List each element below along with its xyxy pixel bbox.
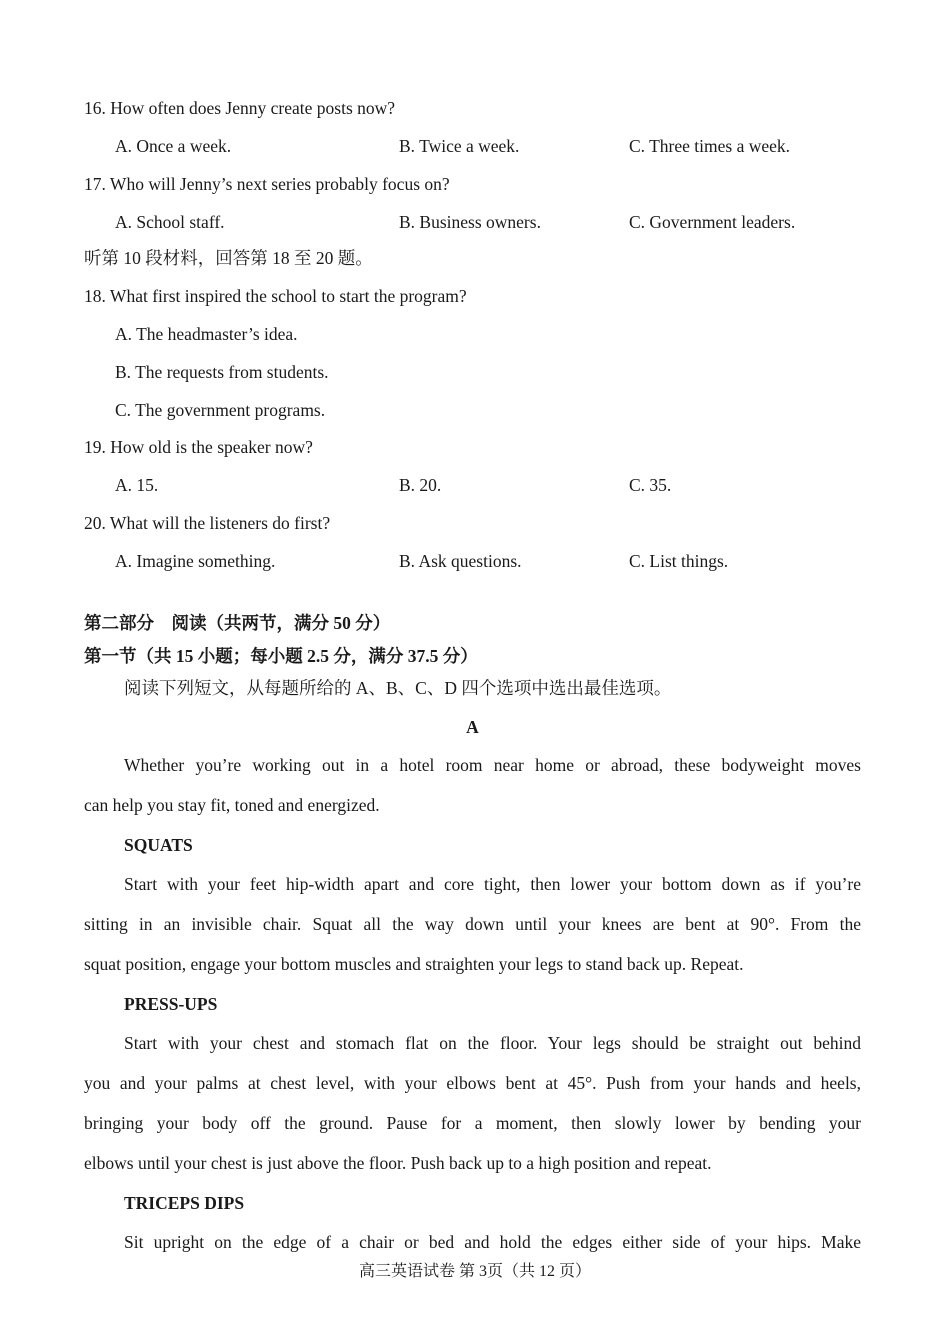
q18-option-a: A. The headmaster’s idea. <box>115 324 298 344</box>
reading-instruction: 阅读下列短文，从每题所给的 A、B、C、D 四个选项中选出最佳选项。 <box>124 678 672 698</box>
squats-line-3: squat position, engage your bottom muscles and straighten your legs to stand back up. Repeat. <box>84 954 744 974</box>
intro-line-2: can help you stay fit, toned and energized. <box>84 795 380 815</box>
pressups-line-3: bringing your body off the ground. Pause for a moment, then slowly lower by bending your <box>84 1113 861 1133</box>
pressups-line-2: you and your palms at chest level, with your elbows bent at 45°. Push from your hands and heels, <box>84 1073 861 1093</box>
instruction-passage-10: 听第 10 段材料，回答第 18 至 20 题。 <box>84 248 373 268</box>
intro-line-1: Whether you’re working out in a hotel room near home or abroad, these bodyweight moves <box>124 755 861 775</box>
q19-option-c: C. 35. <box>629 475 672 495</box>
q18-option-c: C. The government programs. <box>115 400 326 420</box>
pressups-heading: PRESS-UPS <box>124 994 218 1014</box>
q20-option-a: A. Imagine something. <box>115 551 276 571</box>
part-two-heading: 第二部分 阅读（共两节，满分 50 分） <box>84 613 391 633</box>
triceps-line-1: Sit upright on the edge of a chair or bed and hold the edges either side of your hips. Make <box>124 1232 861 1252</box>
question-20: 20. What will the listeners do first? <box>84 513 331 533</box>
q20-option-c: C. List things. <box>629 551 729 571</box>
question-16: 16. How often does Jenny create posts now? <box>84 98 396 118</box>
triceps-heading: TRICEPS DIPS <box>124 1193 245 1213</box>
q17-option-c: C. Government leaders. <box>629 212 796 232</box>
q19-option-a: A. 15. <box>115 475 159 495</box>
q17-option-a: A. School staff. <box>115 212 225 232</box>
passage-label: A <box>466 717 479 737</box>
question-18: 18. What first inspired the school to start the program? <box>84 286 467 306</box>
question-19: 19. How old is the speaker now? <box>84 437 313 457</box>
q16-option-a: A. Once a week. <box>115 136 232 156</box>
page-footer: 高三英语试卷 第 3页（共 12 页） <box>358 1263 591 1280</box>
q16-option-c: C. Three times a week. <box>629 136 791 156</box>
pressups-line-1: Start with your chest and stomach flat on the floor. Your legs should be straight out behind <box>124 1033 861 1053</box>
question-17: 17. Who will Jenny’s next series probably focus on? <box>84 174 450 194</box>
q19-option-b: B. 20. <box>399 475 442 495</box>
section-one-heading: 第一节（共 15 小题；每小题 2.5 分，满分 37.5 分） <box>84 646 478 666</box>
pressups-line-4: elbows until your chest is just above the floor. Push back up to a high position and repeat. <box>84 1153 712 1173</box>
q18-option-b: B. The requests from students. <box>115 362 329 382</box>
q16-option-b: B. Twice a week. <box>399 136 520 156</box>
squats-line-1: Start with your feet hip-width apart and core tight, then lower your bottom down as if you’re <box>124 874 861 894</box>
squats-line-2: sitting in an invisible chair. Squat all the way down until your knees are bent at 90°. From the <box>84 914 861 934</box>
q17-option-b: B. Business owners. <box>399 212 541 232</box>
q20-option-b: B. Ask questions. <box>399 551 522 571</box>
squats-heading: SQUATS <box>124 835 193 855</box>
